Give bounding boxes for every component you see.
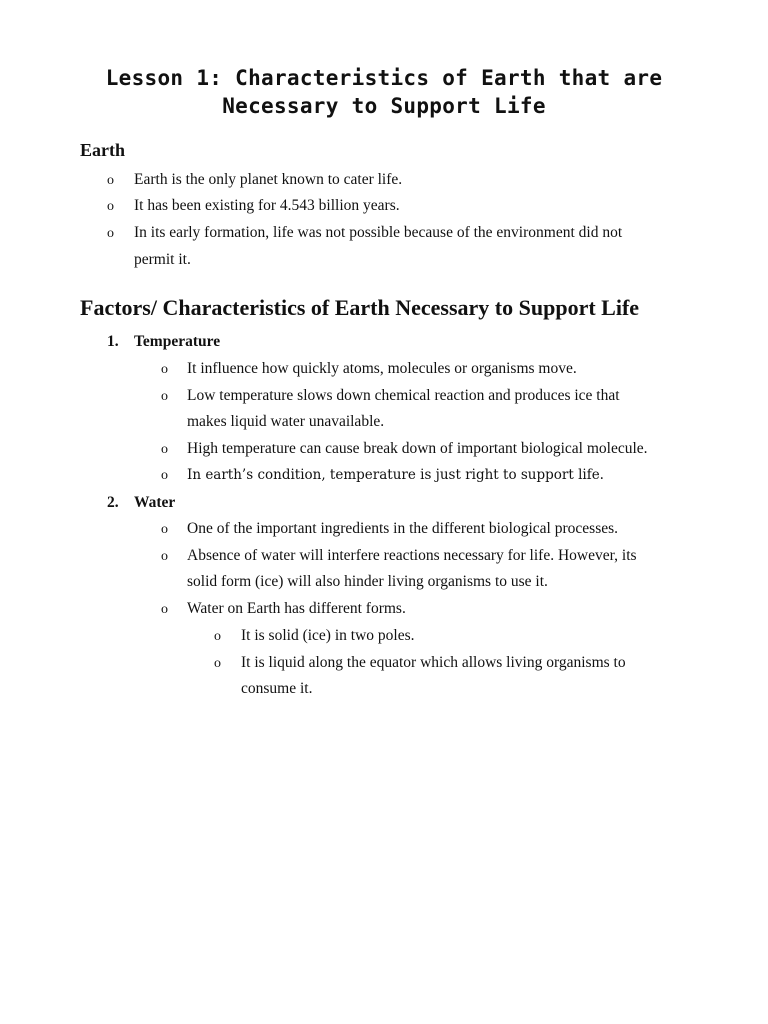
- bullet-marker: o: [161, 362, 168, 377]
- water-sub-item-2-continued: consume it.: [241, 680, 313, 697]
- earth-heading: Earth: [80, 140, 125, 160]
- temperature-item-3: High temperature can cause break down of important biological molecule.: [187, 440, 648, 457]
- earth-item-3-continued: permit it.: [134, 251, 191, 268]
- list-number-temperature: 1.: [107, 333, 119, 350]
- earth-item-3: In its early formation, life was not possible because of the environment did not: [134, 224, 623, 241]
- water-item-2-continued: solid form (ice) will also hinder living organisms to use it.: [187, 573, 548, 590]
- bullet-marker: o: [161, 522, 168, 537]
- water-item-2: Absence of water will interfere reactions necessary for life. However, its: [187, 547, 637, 564]
- earth-item-2: It has been existing for 4.543 billion years.: [134, 197, 400, 214]
- bullet-marker: o: [161, 549, 168, 564]
- factors-heading: Factors/ Characteristics of Earth Necessary to Support Life: [80, 295, 640, 320]
- bullet-marker: o: [161, 468, 168, 483]
- bullet-marker: o: [107, 199, 114, 214]
- water-sub-item-1: It is solid (ice) in two poles.: [241, 627, 415, 644]
- page-title-line-1: Lesson 1: Characteristics of Earth that are: [105, 66, 663, 90]
- bullet-marker: o: [161, 442, 168, 457]
- bullet-marker: o: [214, 656, 221, 671]
- page-title-line-2: Necessary to Support Life: [222, 94, 546, 118]
- list-number-water: 2.: [107, 494, 119, 511]
- temperature-label: Temperature: [134, 333, 221, 350]
- bullet-marker: o: [107, 173, 114, 188]
- temperature-item-2: Low temperature slows down chemical reaction and produces ice that: [187, 387, 620, 404]
- bullet-marker: o: [214, 629, 221, 644]
- temperature-item-1: It influence how quickly atoms, molecules or organisms move.: [187, 360, 577, 377]
- earth-item-1: Earth is the only planet known to cater life.: [134, 171, 403, 188]
- temperature-item-4: In earth’s condition, temperature is just right to support life.: [187, 467, 604, 483]
- water-label: Water: [134, 494, 176, 511]
- bullet-marker: o: [161, 602, 168, 617]
- bullet-marker: o: [161, 389, 168, 404]
- water-item-1: One of the important ingredients in the different biological processes.: [187, 520, 619, 537]
- water-item-3: Water on Earth has different forms.: [187, 600, 406, 617]
- temperature-item-2-continued: makes liquid water unavailable.: [187, 413, 385, 430]
- bullet-marker: o: [107, 226, 114, 241]
- water-sub-item-2: It is liquid along the equator which allows living organisms to: [241, 654, 626, 671]
